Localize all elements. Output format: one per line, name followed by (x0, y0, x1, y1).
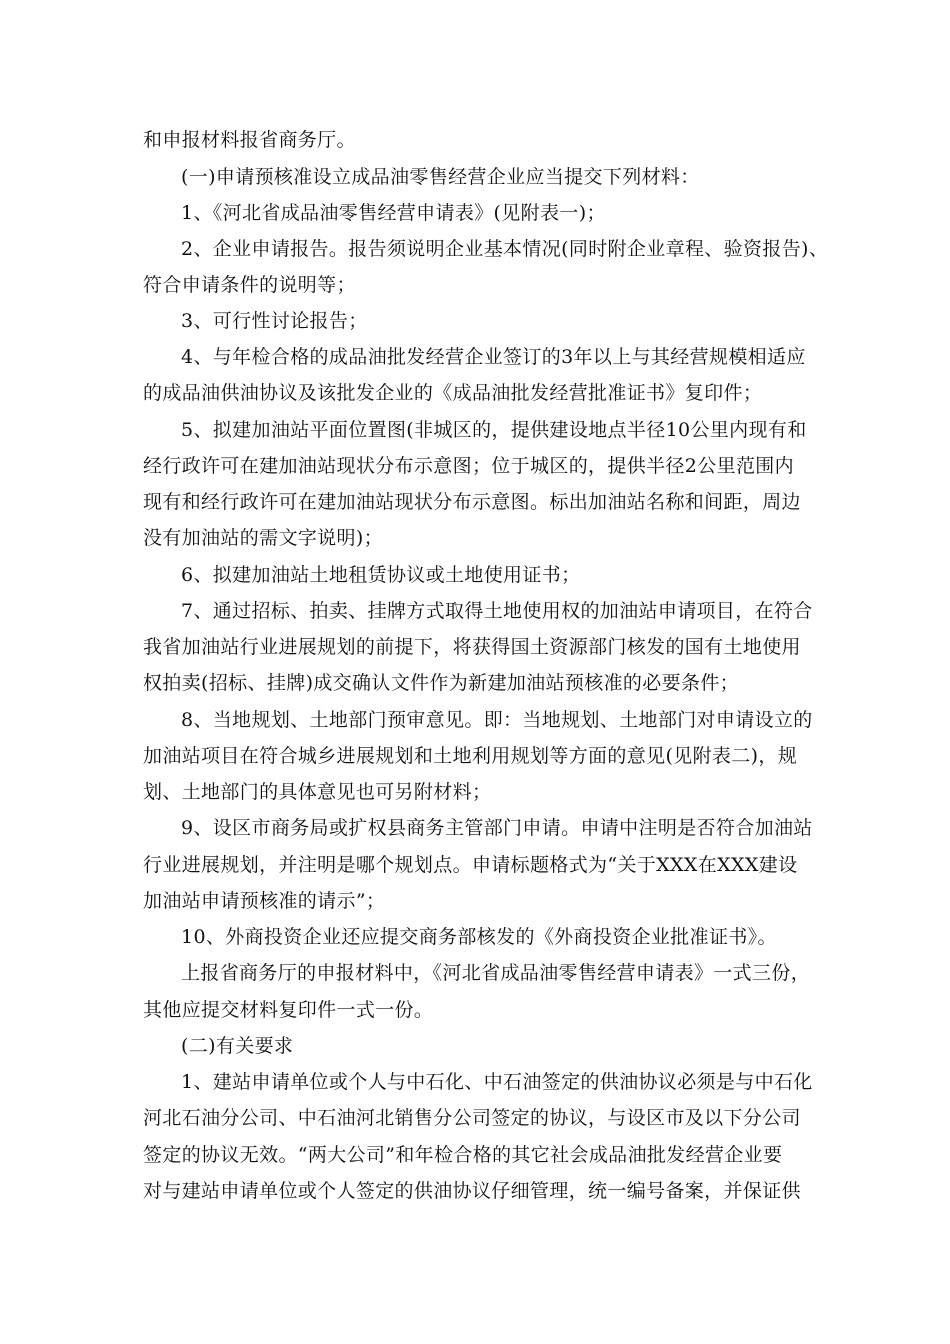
text-line: 上报省商务厅的申报材料中，《河北省成品油零售经营申请表》一式三份， (181, 962, 811, 984)
text-line: 划、土地部门的具体意见也可另附材料； (143, 781, 492, 803)
text-line: 现有和经行政许可在建加油站现状分布示意图。标出加油站名称和间距，周边 (143, 491, 801, 513)
text-line: 其他应提交材料复印件一式一份。 (143, 999, 434, 1021)
text-line: 我省加油站行业进展规划的前提下，将获得国土资源部门核发的国有土地使用 (143, 636, 801, 658)
list-item: 10、外商投资企业还应提交商务部核发的《外商投资企业批准证书》。 (181, 926, 777, 948)
list-item: 3、可行性讨论报告； (181, 310, 368, 332)
list-item: 5、拟建加油站平面位置图(非城区的，提供建设地点半径10公里内现有和 (181, 419, 807, 441)
text-line: 加油站项目在符合城乡进展规划和土地利用规划等方面的意见(见附表二)，规 (143, 745, 798, 767)
text-line: 的成品油供油协议及该批发企业的《成品油批发经营批准证书》复印件； (143, 382, 763, 404)
list-item: 1、建站申请单位或个人与中石化、中石油签定的供油协议必须是与中石化 (181, 1071, 813, 1093)
text-line: 签定的协议无效。“两大公司”和年检合格的其它社会成品油批发经营企业要 (143, 1144, 783, 1166)
text-line: 没有加油站的需文字说明)； (143, 527, 383, 549)
list-item: 2、企业申请报告。报告须说明企业基本情况(同时附企业章程、验资报告)、 (181, 238, 829, 260)
text-line: 和申报材料报省商务厅。 (143, 129, 356, 151)
text-line: 经行政许可在建加油站现状分布示意图；位于城区的，提供半径2公里范围内 (143, 455, 794, 477)
text-line: 河北石油分公司、中石油河北销售分公司签定的协议，与设区市及以下分公司 (143, 1107, 801, 1129)
list-item: 7、通过招标、拍卖、挂牌方式取得土地使用权的加油站申请项目，在符合 (181, 600, 813, 622)
text-line: 行业进展规划，并注明是哪个规划点。申请标题格式为“关于XXX在XXX建设 (143, 854, 798, 876)
text-line: 对与建站申请单位或个人签定的供油协议仔细管理，统一编号备案，并保证供 (143, 1180, 801, 1202)
text-line: 符合申请条件的说明等； (143, 274, 356, 296)
list-item: 4、与年检合格的成品油批发经营企业签订的3年以上与其经营规模相适应 (181, 346, 806, 368)
section-heading: (二)有关要求 (181, 1035, 294, 1057)
list-item: 1、《河北省成品油零售经营申请表》(见附表一)； (181, 202, 606, 224)
list-item: 8、当地规划、土地部门预审意见。即：当地规划、土地部门对申请设立的 (181, 709, 813, 731)
text-line: 权拍卖(招标、挂牌)成交确认文件作为新建加油站预核准的必要条件； (143, 672, 740, 694)
list-item: 9、设区市商务局或扩权县商务主管部门申请。申请中注明是否符合加油站 (181, 817, 813, 839)
list-item: 6、拟建加油站土地租赁协议或土地使用证书； (181, 564, 581, 586)
text-line: 加油站申请预核准的请示”； (143, 890, 386, 912)
section-heading: (一)申请预核准设立成品油零售经营企业应当提交下列材料： (181, 166, 700, 188)
